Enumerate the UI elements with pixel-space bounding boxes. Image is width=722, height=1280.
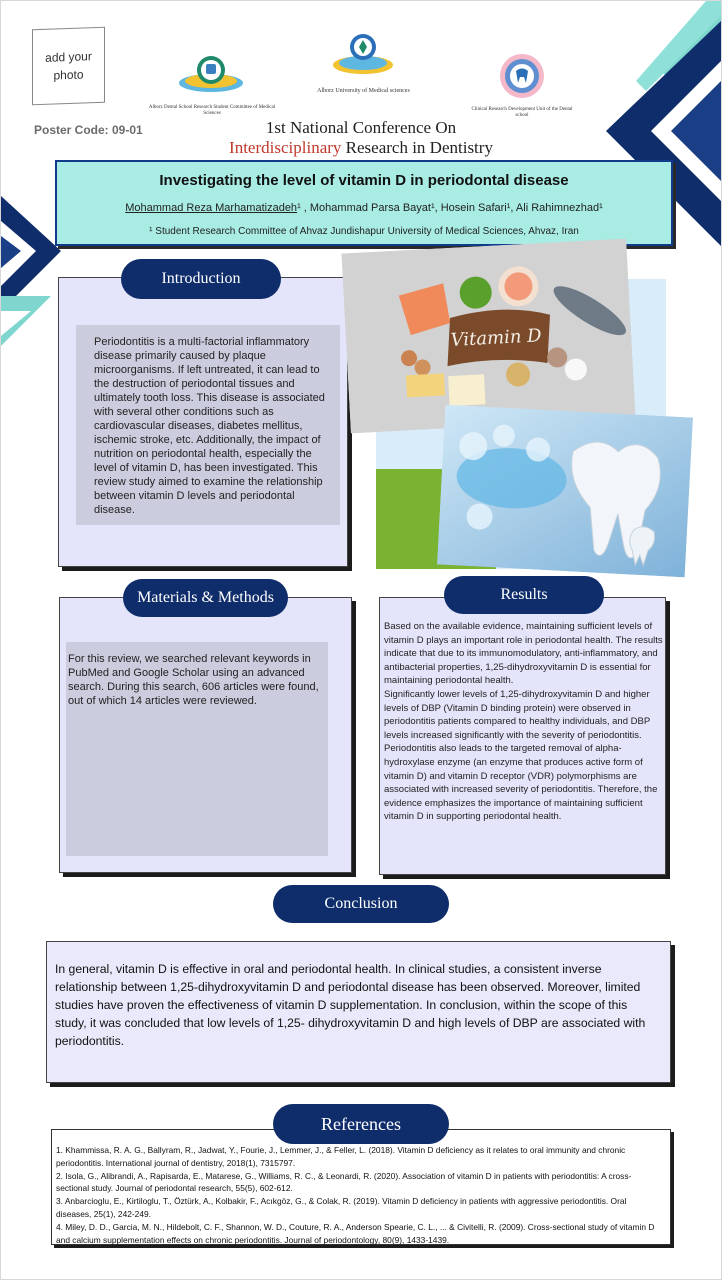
results-panel [379,597,666,875]
tooth-image [437,405,693,578]
introduction-text: Periodontitis is a multi-factorial inflammatory disease primarily caused by plaque microorganisms. If left untreated, it can lead to the destruction of periodontal tissues and ultimately tooth loss. This disease is associated with several other conditions such as cardiovascular diseases, diabetes mellitus, ischemic stroke, etc. Additionally, the impact of nutrition on periodontal health, especially the level of vitamin D, has been investigated. This review study aimed to examine the relationship between vitamin D levels and periodontal disease. [94,336,325,516]
reference-item: 2. Isola, G., Alibrandi, A., Rapisarda, E., Matarese, G., Williams, R. C., & Leonardi, R. (2020). Association of vitamin D in patients with periodontitis: A cross-sectional study. Journal of periodontal research, 55(5), 602-612. [56,1170,632,1194]
other-authors: ¹ , Mohammad Parsa Bayat¹, Hosein Safari¹, Ali Rahimnezhad¹ [297,202,603,214]
conference-title [206,118,516,158]
references-list [56,1144,664,1246]
corner-decoration-left [1,196,61,366]
results-text-2: Significantly lower levels of 1,25-dihydroxyvitamin D and higher levels of DBP (Vitamin D binding protein) were observed in periodontitis patients compared to healthy individuals, and DBP levels increased significantly with the severity of periodontitis. Periodontitis also leads to the targeted removal of alpha-hydroxylase enzyme (an enzyme that produces active form of vitamin D) and vitamin D receptor (VDR) polymorphisms are associated with increased severity of periodontitis. Therefore, the evidence emphasizes the importance of maintaining sufficient vitamin D in supporting periodontal health. [384,688,658,823]
photo-placeholder-text: add your photo [45,49,92,83]
clinical-research-logo-icon [499,53,545,99]
title-box [55,160,673,246]
conclusion-heading: Conclusion [273,885,449,923]
vitamin-d-label: Vitamin D [450,325,543,351]
methods-heading: Materials & Methods [123,579,288,617]
results-text-1: Based on the available evidence, maintaining sufficient levels of vitamin D plays an important role in periodontal health. The results indicate that due to its immunomodulatory, anti-inflammatory, and antibacterial properties, 1,25-dihydroxyvitamin D is essential for maintaining periodontal health. [384,621,663,687]
affiliation: ¹ Student Research Committee of Ahvaz Jundishapur University of Medical Sciences, Ahvaz, Iran [149,226,579,237]
authors [57,202,671,214]
reference-item: 3. Anbarcioglu, E., Kirtiloglu, T., Öztürk, A., Kolbakir, F., Acıkgöz, G., & Colak, R. (2019). Vitamin D deficiency in patients with aggressive periodontitis. Oral diseases, 25(1), 242-249. [56,1196,627,1219]
reference-item: 4. Miley, D. D., Garcia, M. N., Hildebolt, C. F., Shannon, W. D., Couture, R. A., Anderson Spearie, C. L., ... & Civitelli, R. (2009). Cross-sectional study of vitamin D and calcium supplementation effects on chronic periodontitis. Journal of periodontology, 80(9), 1433-1439. [56,1221,655,1245]
conference-title-highlight: Interdisciplinary [229,138,342,157]
conference-title-line2 [206,138,516,158]
introduction-panel [58,277,348,567]
reference-item: 1. Khammissa, R. A. G., Ballyram, R., Jadwat, Y., Fourie, J., Lemmer, J., & Feller, L. (2018). Vitamin D deficiency as it relates to oral immunity and chronic periodontitis. International journal of dentistry, 2018(1), 7315797. [56,1145,626,1168]
dental-school-logo-icon [177,53,245,99]
clinical-research-logo-caption: Clinical Research Development Unit of the Dental school [471,107,573,118]
methods-body [66,642,328,856]
conclusion-text: In general, vitamin D is effective in oral and periodontal health. In clinical studies, a consistent inverse relationship between 1,25-dihydroxyvitamin D and periodontal disease has been observed. Moreover, limited studies have proven the effectiveness of vitamin D supplementation. In conclusion, within the scope of this study, it was concluded that low levels of 1,25- dihydroxyvitamin D and high levels of DBP are associated with periodontitis. [55,962,646,1048]
conclusion-panel [46,941,671,1083]
results-body [384,620,664,870]
university-logo-icon [331,31,395,81]
introduction-body [76,325,340,525]
methods-text: For this review, we searched relevant keywords in PubMed and Google Scholar using an advanced search. During this search, 606 articles were found, out of which 14 articles were reviewed. [68,653,319,707]
references-heading: References [273,1104,449,1144]
first-author: Mohammad Reza Marhamatizadeh [125,202,298,214]
author-photo-placeholder [32,27,105,106]
conference-title-rest: Research in Dentistry [341,138,493,157]
introduction-heading: Introduction [121,259,281,299]
vitamin-d-foods-image [341,239,635,434]
results-heading: Results [444,576,604,614]
poster-title: Investigating the level of vitamin D in periodontal disease [159,172,569,189]
conference-title-line1: 1st National Conference On [265,118,457,137]
university-logo-caption: Alborz University of Medical sciences [317,88,410,94]
methods-panel [59,597,352,873]
dental-school-logo-caption: Alborz Dental School Research Student Committee of Medical Sciences [148,105,276,116]
references-panel [51,1129,671,1245]
poster-code: Poster Code: 09-01 [34,123,143,137]
